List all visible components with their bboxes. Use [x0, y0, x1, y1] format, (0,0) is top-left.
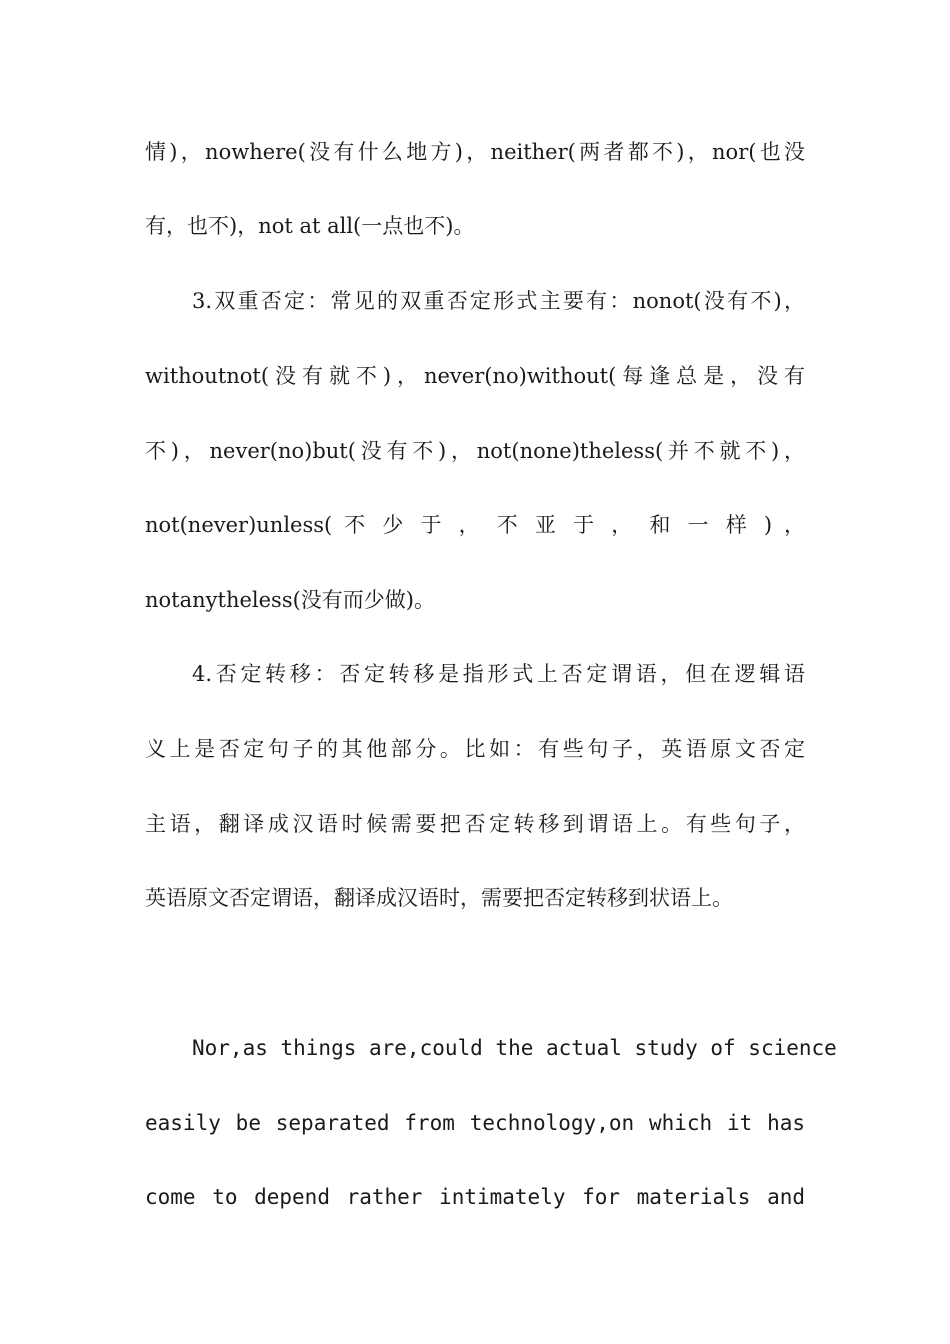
english-example-line-3: come to depend rather intimately for materials and	[145, 1185, 805, 1209]
english-example-line-2: easily be separated from technology,on which it has	[145, 1111, 805, 1135]
paragraph-negation-transfer-line-2: 义上是否定句子的其他部分。比如：有些句子，英语原文否定	[145, 737, 805, 761]
paragraph-double-negation-line-2: withoutnot(没有就不)，never(no)without(每逢总是，没有	[145, 364, 805, 388]
english-example-line-1: Nor,as things are,could the actual study of science	[192, 1036, 837, 1060]
paragraph-double-negation-line-4: not(never)unless( 不 少 于 ， 不 亚 于 ， 和 一 样 ) ，	[145, 513, 805, 537]
paragraph-double-negation-line-5: notanytheless(没有而少做)。	[145, 588, 435, 612]
text-line-2: 有，也不)，not at all(一点也不)。	[145, 214, 475, 238]
paragraph-negation-transfer-line-4: 英语原文否定谓语，翻译成汉语时，需要把否定转移到状语上。	[145, 886, 733, 910]
paragraph-double-negation-line-1: 3.双重否定：常见的双重否定形式主要有：nonot(没有不)，	[192, 289, 805, 313]
paragraph-negation-transfer-line-3: 主语，翻译成汉语时候需要把否定转移到谓语上。有些句子，	[145, 812, 805, 836]
paragraph-negation-transfer-line-1: 4.否定转移：否定转移是指形式上否定谓语，但在逻辑语	[192, 662, 805, 686]
paragraph-double-negation-line-3: 不)，never(no)but(没有不)，not(none)theless(并不就不)，	[145, 439, 805, 463]
text-line-1: 情)，nowhere(没有什么地方)，neither(两者都不)，nor(也没	[145, 140, 805, 164]
